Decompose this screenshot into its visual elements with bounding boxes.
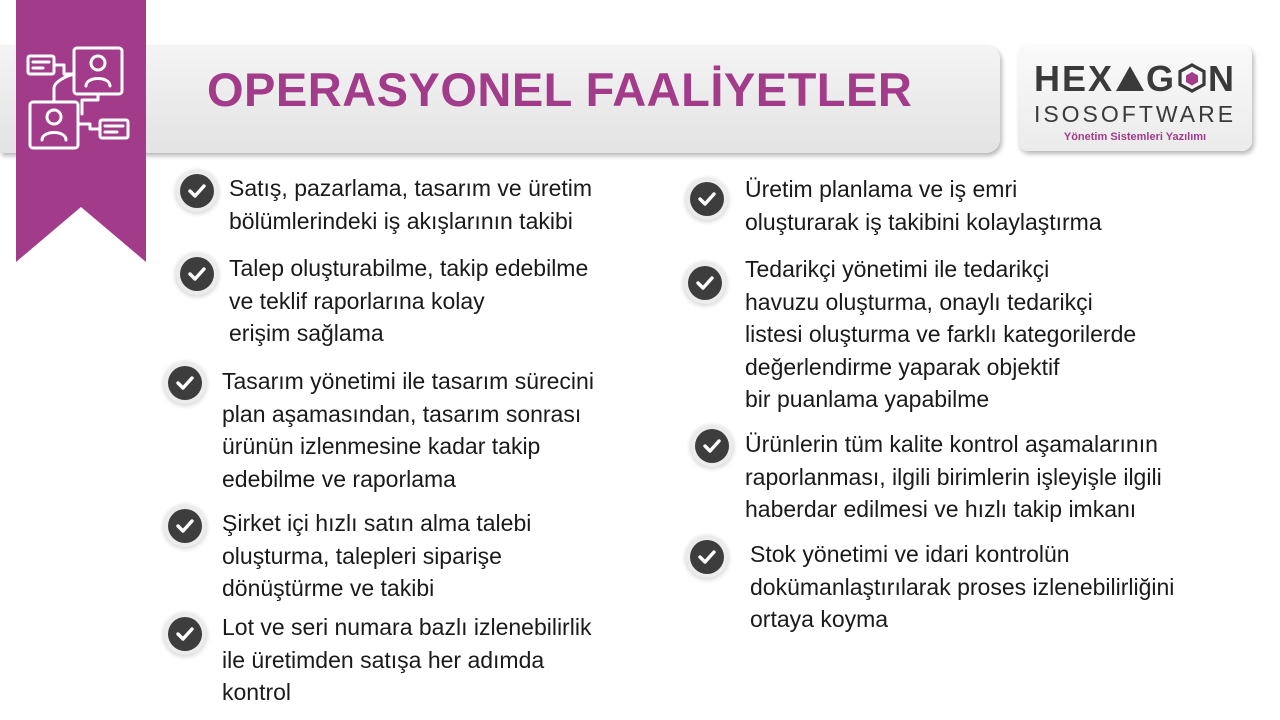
feature-line: Şirket içi hızlı satın alma talebi xyxy=(222,510,532,536)
feature-line: Üretim planlama ve iş emri xyxy=(745,176,1018,202)
feature-line: erişim sağlama xyxy=(229,320,384,346)
feature-line: değerlendirme yaparak objektif xyxy=(745,353,1060,380)
logo xyxy=(1018,45,1252,151)
feature-line: ortaya koyma xyxy=(750,606,889,632)
logo-wordmark xyxy=(1018,58,1252,100)
feature-line: Tasarım yönetimi ile tasarım sürecini xyxy=(222,368,594,394)
logo-letter: H xyxy=(1033,58,1062,99)
check-circle-icon xyxy=(690,540,724,574)
feature-line: haberdar edilmesi ve hızlı takip imkanı xyxy=(745,496,1137,522)
check-circle-icon xyxy=(168,617,202,651)
logo-letter: N xyxy=(1208,58,1237,99)
feature-text xyxy=(222,507,531,605)
page-title: OPERASYONEL FAALİYETLER xyxy=(207,63,913,116)
check-circle-icon xyxy=(180,257,214,291)
hexagon-o-icon xyxy=(1177,63,1207,93)
feature-line: havuzu oluşturma, onaylı tedarikçi xyxy=(745,288,1093,315)
check-circle-icon xyxy=(180,174,214,208)
feature-line: dönüştürme ve takibi xyxy=(222,575,435,601)
feature-line: raporlanması, ilgili birimlerin işleyişle ilgili xyxy=(745,463,1162,490)
feature-line: ile üretimden satışa her adımda xyxy=(222,646,545,673)
logo-subtitle: ISOSOFTWARE xyxy=(1033,101,1237,127)
feature-line: ve teklif raporlarına kolay xyxy=(229,287,485,314)
feature-line: Ürünlerin tüm kalite kontrol aşamalarının xyxy=(745,431,1158,457)
feature-line: oluşturarak iş takibini kolaylaştırma xyxy=(745,208,1102,235)
feature-text xyxy=(222,365,594,495)
check-circle-icon xyxy=(695,429,729,463)
check-circle-icon xyxy=(168,366,202,400)
feature-text xyxy=(745,253,1136,416)
feature-line: plan aşamasından, tasarım sonrası xyxy=(222,400,582,427)
feature-text xyxy=(745,173,1102,238)
check-circle-icon xyxy=(688,266,722,300)
feature-line: Lot ve seri numara bazlı izlenebilirlik xyxy=(222,614,592,640)
logo-letter: X xyxy=(1087,58,1114,99)
feature-line: ürünün izlenmesine kadar takip xyxy=(222,433,541,459)
feature-text xyxy=(229,172,592,237)
logo-letter: G xyxy=(1146,58,1177,99)
feature-text xyxy=(222,611,591,709)
triangle-a-icon xyxy=(1115,65,1145,92)
feature-line: kontrol xyxy=(222,679,292,705)
feature-line: Tedarikçi yönetimi ile tedarikçi xyxy=(745,256,1050,282)
feature-line: Stok yönetimi ve idari kontrolün xyxy=(750,541,1070,567)
feature-line: bir puanlama yapabilme xyxy=(745,386,990,412)
check-circle-icon xyxy=(690,182,724,216)
feature-line: Satış, pazarlama, tasarım ve üretim xyxy=(229,175,593,201)
feature-text xyxy=(229,252,588,350)
feature-line: oluşturma, talepleri siparişe xyxy=(222,542,502,569)
logo-tagline: Yönetim Sistemleri Yazılımı xyxy=(1063,131,1207,143)
logo-letter: E xyxy=(1061,58,1088,99)
feature-text xyxy=(745,428,1162,526)
check-circle-icon xyxy=(168,509,202,543)
feature-line: bölümlerindeki iş akışlarının takibi xyxy=(229,207,573,234)
feature-line: edebilme ve raporlama xyxy=(222,465,456,492)
feature-line: Talep oluşturabilme, takip edebilme xyxy=(229,255,589,281)
feature-line: dokümanlaştırılarak proses izlenebilirliğini xyxy=(750,573,1175,600)
feature-text xyxy=(750,538,1174,636)
feature-line: listesi oluşturma ve farklı kategorilerde xyxy=(745,321,1137,347)
video-conference-icon xyxy=(24,44,136,156)
